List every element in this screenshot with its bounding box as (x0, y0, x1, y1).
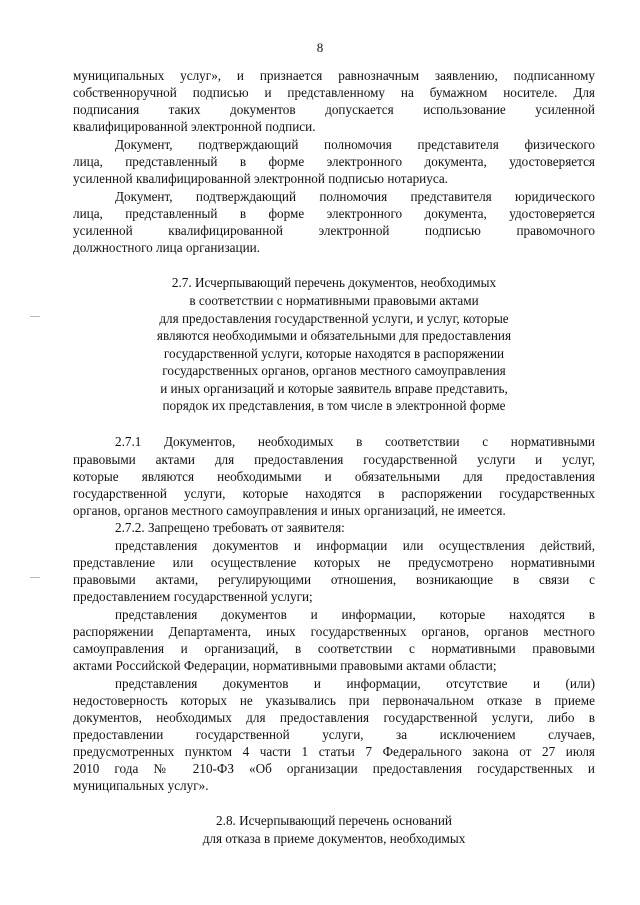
text-line: предоставлением государственной услуги; (73, 589, 313, 604)
text-line: квалифицированной электронной подписи. (73, 119, 316, 134)
text-line: должностного лица организации. (73, 240, 260, 255)
heading-line: 2.8. Исчерпывающий перечень оснований (216, 813, 452, 828)
text-line: 2010 года № 210-ФЗ «Об организации предоставления государственных и (73, 761, 595, 776)
heading-line: и иных организаций и которые заявитель вправе представить, (160, 381, 508, 396)
margin-mark (30, 316, 40, 317)
text-line: которые являются необходимыми и обязательными для предоставления (73, 469, 595, 484)
text-line: органов, органов местного самоуправления и иных организаций, не имеется. (73, 503, 506, 518)
text-line: усиленной квалифицированной электронной подписью правомочного (73, 223, 595, 238)
text-line: представления документов и информации или осуществления действий, (115, 538, 595, 553)
text-line: лица, представленный в форме электронного документа, удостоверяется (73, 154, 595, 169)
text-line: самоуправления и организаций, в соответствии с нормативными правовыми (73, 641, 595, 656)
text-line: Документ, подтверждающий полномочия представителя физического (115, 137, 595, 152)
text-line: государственной услуги, которые находятся в распоряжении государственных (73, 486, 595, 501)
text-line: предоставлении государственной услуги, за исключением случаев, (73, 727, 595, 742)
heading-line: государственной услуги, которые находятся в распоряжении (163, 346, 505, 361)
heading-line: в соответствии с нормативными правовыми актами (189, 293, 479, 308)
heading-line: являются необходимыми и обязательными для предоставления (156, 328, 512, 343)
heading-line: для отказа в приеме документов, необходимых (202, 831, 466, 846)
heading-line: для предоставления государственной услуги, и услуг, которые (159, 311, 509, 326)
text-line: представление или осуществление которых не предусмотрено нормативными (73, 555, 595, 570)
text-line: распоряжении Департамента, иных государственных органов, органов местного (73, 624, 595, 639)
text-line: лица, представленный в форме электронного документа, удостоверяется (73, 206, 595, 221)
text-line: собственноручной подписью и представленному на бумажном носителе. Для (73, 85, 595, 100)
text-line: правовыми актами для предоставления государственной услуги и услуг, (73, 452, 595, 467)
text-line: правовыми актами, регулирующими отношения, возникающие в связи с (73, 572, 595, 587)
margin-mark (30, 577, 40, 578)
heading-line: 2.7. Исчерпывающий перечень документов, необходимых (171, 275, 497, 290)
text-line: недостоверность которых не указывались при первоначальном отказе в приеме (73, 693, 595, 708)
text-line: усиленной квалифицированной электронной подписью нотариуса. (73, 171, 448, 186)
text-line: представления документов и информации, отсутствие и (или) (115, 676, 595, 691)
heading-line: порядок их представления, в том числе в электронной форме (162, 398, 506, 413)
text-line: Документ, подтверждающий полномочия представителя юридического (115, 189, 595, 204)
text-line: документов, необходимых для предоставления государственной услуги, либо в (73, 710, 595, 725)
text-line: предусмотренных пунктом 4 части 1 статьи 7 Федерального закона от 27 июля (73, 744, 595, 759)
text-line: актами Российской Федерации, нормативными правовыми актами области; (73, 658, 497, 673)
text-line: 2.7.2. Запрещено требовать от заявителя: (115, 520, 345, 535)
heading-line: государственных органов, органов местного самоуправления (162, 363, 506, 378)
page-number: 8 (316, 40, 324, 55)
text-line: муниципальных услуг», и признается равнозначным заявлению, подписанному (73, 68, 595, 83)
text-line: муниципальных услуг». (73, 778, 209, 793)
text-line: подписания таких документов допускается использование усиленной (73, 102, 595, 117)
text-line: представления документов и информации, которые находятся в (115, 607, 595, 622)
text-line: 2.7.1 Документов, необходимых в соответствии с нормативными (115, 434, 595, 449)
